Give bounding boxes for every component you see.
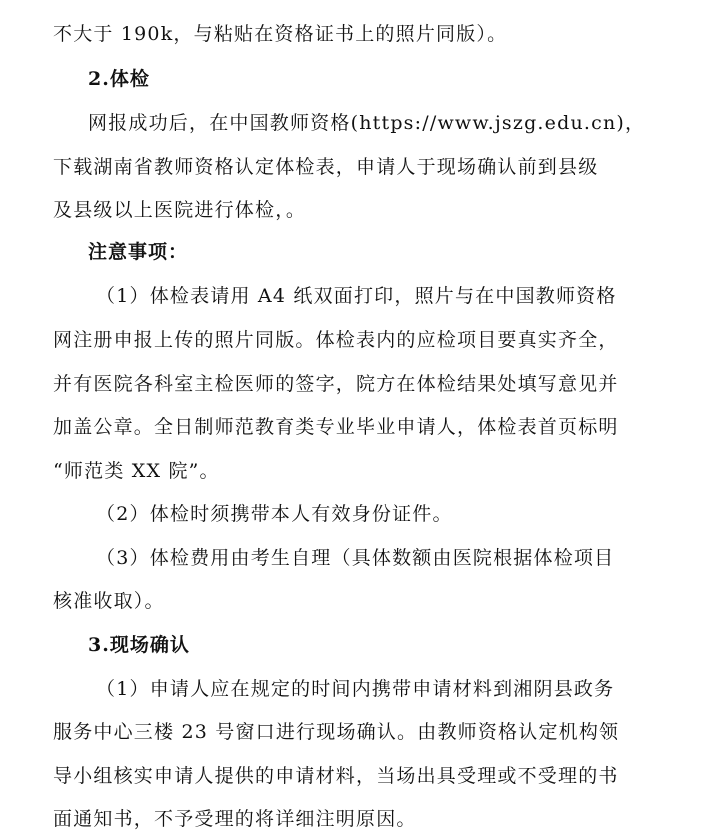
text-line: 及县级以上医院进行体检，。 xyxy=(53,199,307,221)
text-line: 下载湖南省教师资格认定体检表，申请人于现场确认前到县级 xyxy=(53,156,599,178)
text-line: “师范类 XX 院”。 xyxy=(53,460,220,482)
text-line: （2）体检时须携带本人有效身份证件。 xyxy=(96,503,453,525)
text-line: （1）申请人应在规定的时间内携带申请材料到湘阴县政务 xyxy=(96,678,615,700)
text-line: （1）体检表请用 A4 纸双面打印，照片与在中国教师资格 xyxy=(96,285,617,307)
text-line: 核准收取）。 xyxy=(53,590,165,612)
text-line: 网报成功后，在中国教师资格(https://www.jszg.edu.cn)， xyxy=(88,112,646,134)
text-line: （3）体检费用由考生自理（具体数额由医院根据体检项目 xyxy=(96,547,615,569)
text-line: 服务中心三楼 23 号窗口进行现场确认。由教师资格认定机构领 xyxy=(53,721,620,743)
text-line: 网注册申报上传的照片同版。体检表内的应检项目要真实齐全， xyxy=(53,329,619,351)
text-line: 加盖公章。全日制师范教育类专业毕业申请人，体检表首页标明 xyxy=(53,416,619,438)
text-line: 导小组核实申请人提供的申请材料，当场出具受理或不受理的书 xyxy=(53,765,619,787)
text-line: 不大于 190k，与粘贴在资格证书上的照片同版）。 xyxy=(53,23,508,45)
section-heading: 注意事项： xyxy=(88,241,189,263)
section-heading: 3.现场确认 xyxy=(88,634,190,656)
section-heading: 2.体检 xyxy=(88,68,150,90)
text-line: 面通知书，不予受理的将详细注明原因。 xyxy=(53,808,417,830)
text-line: 并有医院各科室主检医师的签字，院方在体检结果处填写意见并 xyxy=(53,373,619,395)
